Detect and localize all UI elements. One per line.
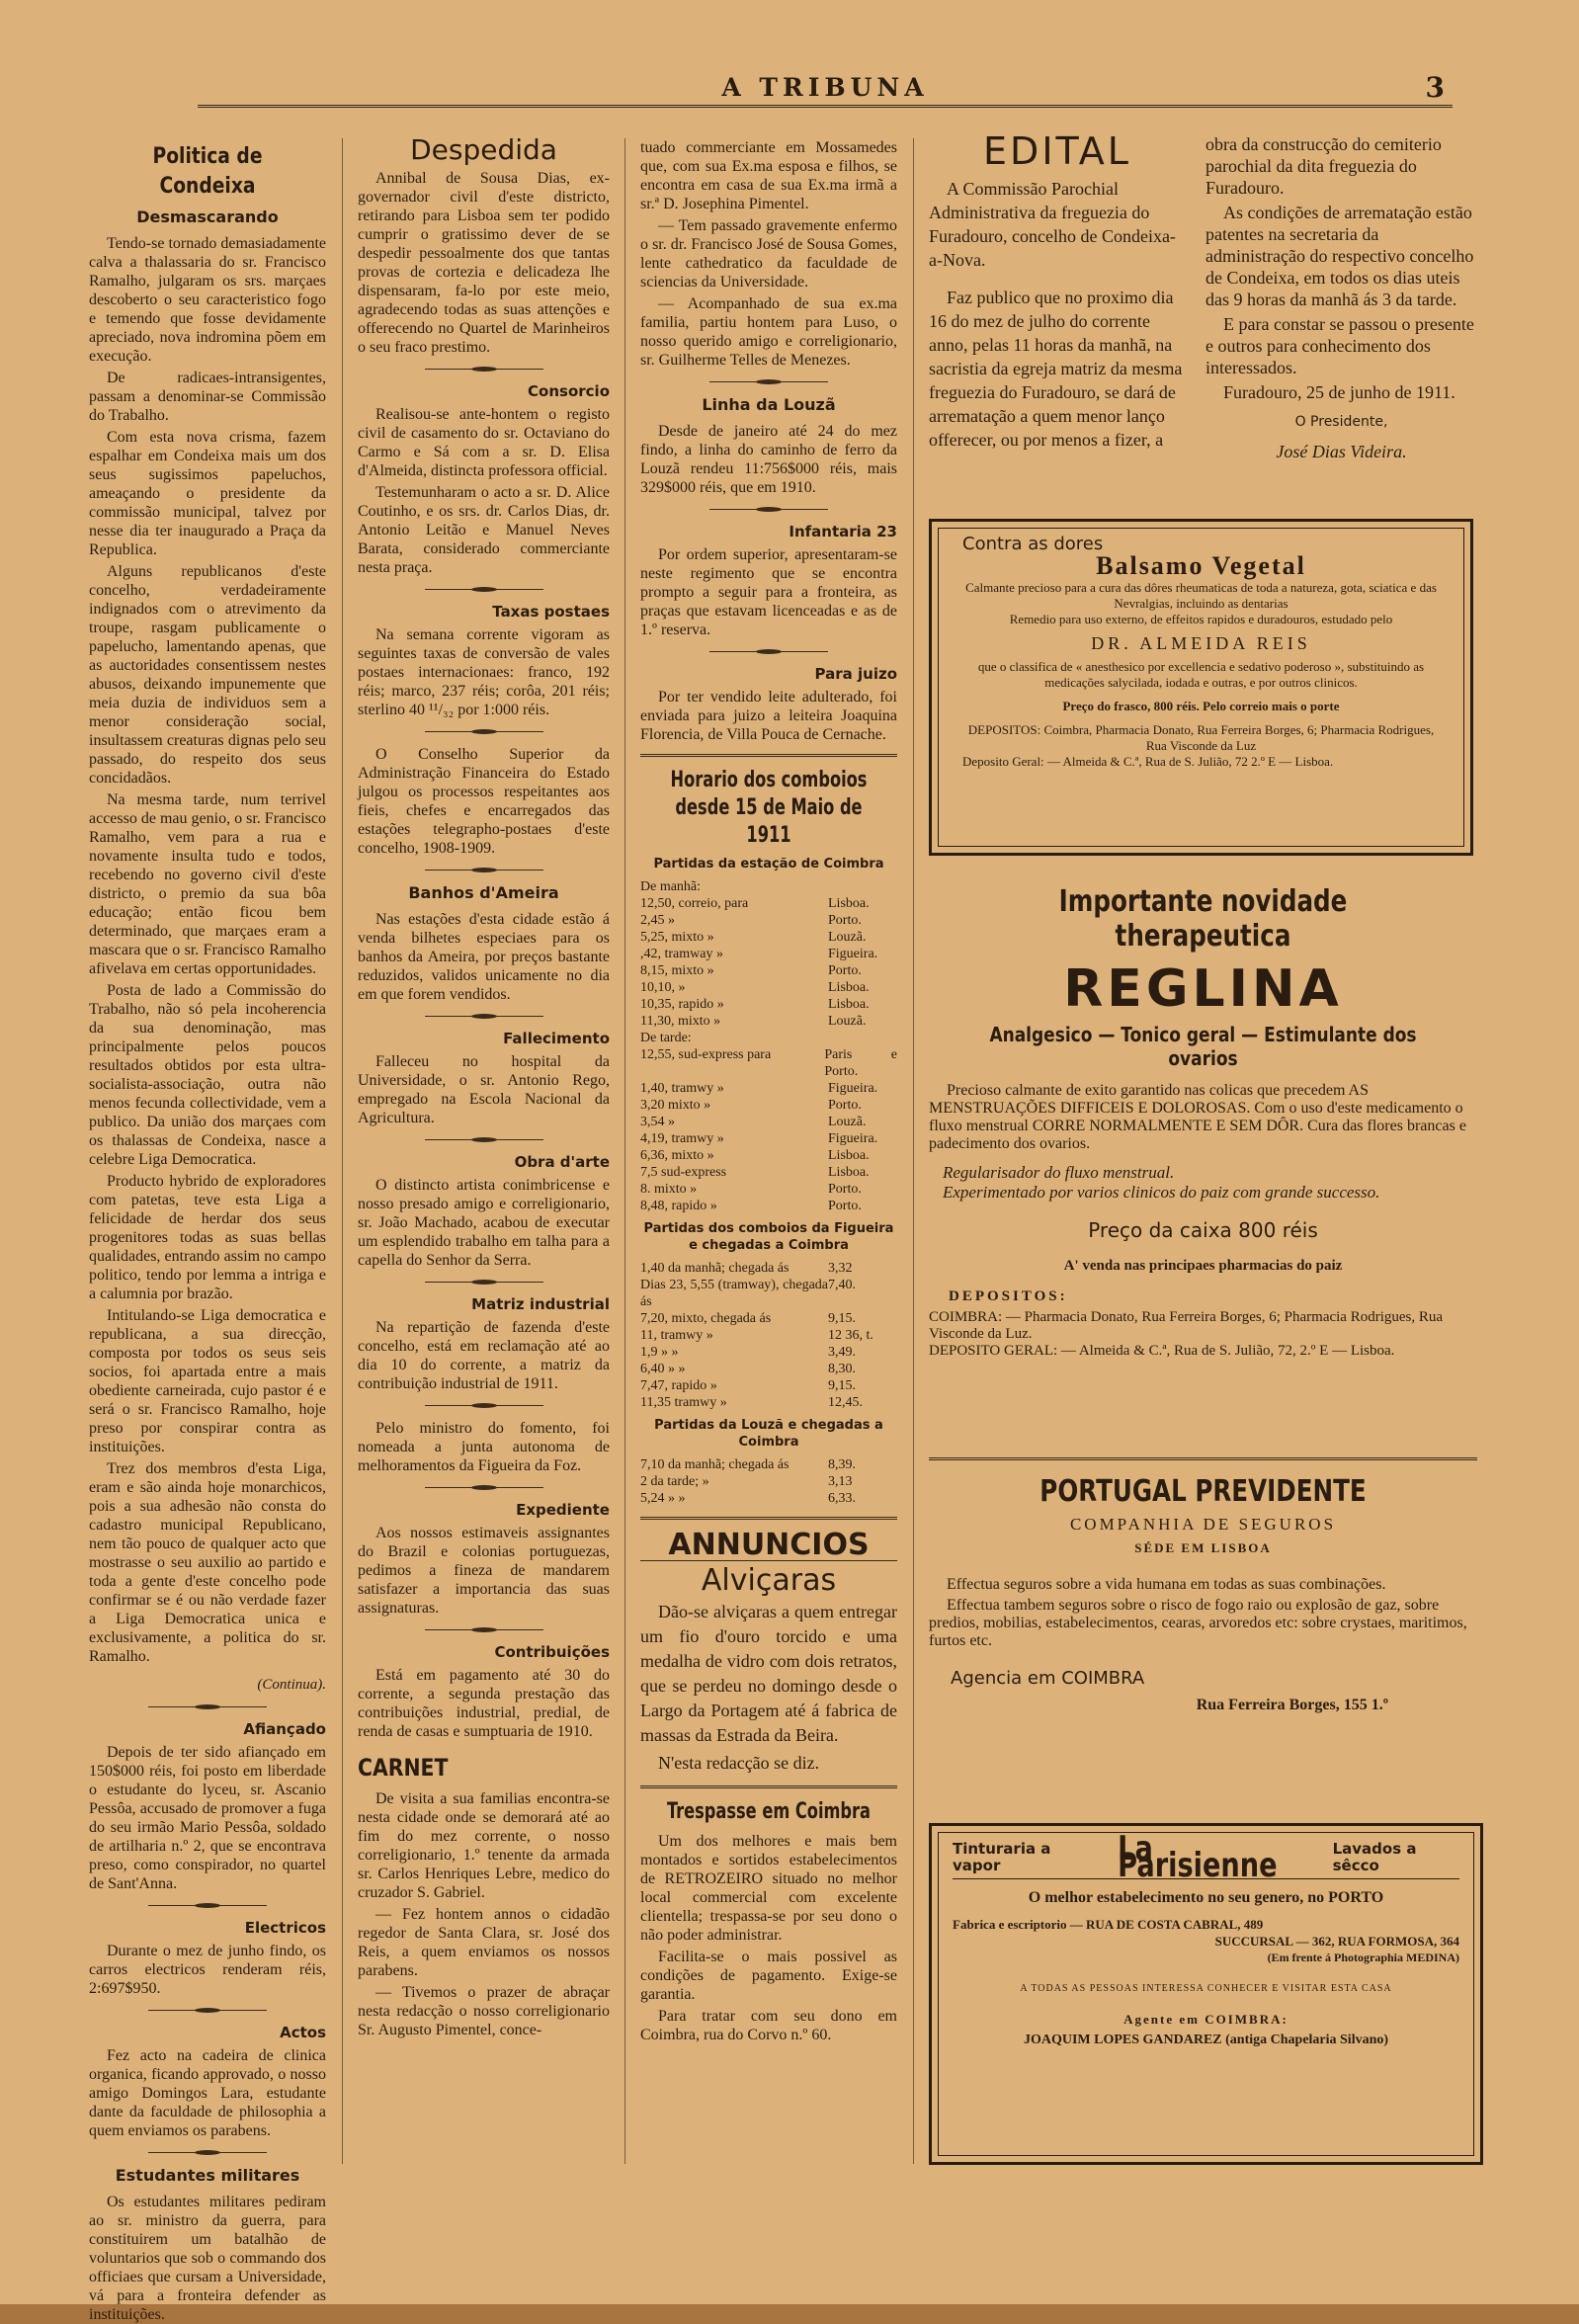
paragraph: Alguns republicanos d'este concelho, verdadeiramente indignados com o atrevimento da troupe, rasgam publicamente o papelucho, lamentando apenas, que as auctoridades consentissem nestes abusos, deixando impunemente que meia duzia de individuos sem a menor consideração social, insultassem creaturas dignas pelo seu passado, do respeito dos seus concidadãos. (89, 563, 326, 787)
ad-depositos: DEPOSITOS: Coimbra, Pharmacia Donato, Rua Ferreira Borges, 6; Pharmacia Rodrigues, Rua Visconde da Luz (967, 722, 1435, 753)
schedule-time: 10,35, rapido » (640, 997, 724, 1012)
schedule-destination: Louzã. (828, 1014, 867, 1029)
schedule-destination: 12,45. (828, 1395, 863, 1410)
paragraph: Trez dos membros d'esta Liga, eram e são ainda hoje monarchicos, pois a sua adhesão não consta do cadastro municipal Republicano, nem tão pouco de qualquer acto que mostrasse o seu auxilio ao partido e toda a gente d'este concelho pode confirmar se é ou não verdade fazer a Liga Democratica unica e exclusivamente, a politica do sr. Ramalho. (89, 1460, 326, 1665)
edital-title: EDITAL (983, 129, 1131, 173)
ad-line: A' venda nas principaes pharmacias do paiz (1063, 1258, 1343, 1274)
ad-line: (Em frente á Photographia MEDINA) (1267, 1950, 1459, 1964)
schedule-row (640, 1456, 897, 1473)
schedule-rows (640, 895, 897, 1030)
paragraph: Effectua seguros sobre a vida humana em todas as suas combinações. (947, 1576, 1386, 1593)
ad-line: A TODAS AS PESSOAS INTERESSA CONHECER E VISITAR ESTA CASA (1020, 1983, 1392, 1994)
schedule-time: 6,36, mixto » (640, 1148, 714, 1163)
paragraph: Tendo-se tornado demasiadamente calva a thalassaria do sr. Francisco Ramalho, julgaram os srs. marçaes descoberto o seu caracteristico fogo e temendo que fosse devidamente apreciado, nova indromina põem em execução. (89, 235, 326, 365)
schedule-row (640, 1310, 897, 1327)
schedule-row (640, 1327, 897, 1344)
schedule-row (640, 1147, 897, 1164)
section-title: Obra d'arte (514, 1153, 610, 1171)
double-rule (640, 754, 897, 757)
paragraph: Pelo ministro do fomento, foi nomeada a junta autonoma de melhoramentos da Figueira da Foz. (358, 1420, 610, 1474)
schedule-destination: Porto. (828, 913, 862, 928)
schedule-time: 8,15, mixto » (640, 963, 714, 978)
schedule-time: 7,10 da manhã; chegada ás (640, 1457, 790, 1472)
paragraph: Fez acto na cadeira de clinica organica, ficando approvado, o nosso amigo Domingos Lara, estudante dante da faculdade de philosophia a quem enviamos os parabens. (89, 2047, 326, 2139)
edital-signature: José Dias Videira. (1276, 442, 1407, 461)
schedule-row (640, 1080, 897, 1097)
column-1 (89, 138, 326, 2323)
schedule-row (640, 1394, 897, 1411)
schedule-destination: Lisboa. (828, 980, 870, 995)
schedule-row (640, 1114, 897, 1130)
alvicaras-title: Alviçaras (701, 1563, 837, 1598)
schedule-row (640, 1181, 897, 1198)
paragraph: Nas estações d'esta cidade estão á venda bilhetes especiaes para os banhos da Ameira, por preços bastante reduzidos, validos unicamente no dia em que forem vendidos. (358, 911, 610, 1003)
schedule-destination: Figueira. (828, 947, 878, 961)
schedule-destination: 3,49. (828, 1345, 856, 1360)
section-title: Consorcio (528, 382, 610, 400)
ad-title: La Parisienne (1118, 1829, 1278, 1885)
ad-header (953, 1829, 1459, 1885)
schedule-row (640, 895, 897, 912)
ad-line: SÉDE EM LISBOA (1134, 1540, 1272, 1555)
schedule-row (640, 1277, 897, 1310)
schedule-destination: Lisboa. (828, 1165, 870, 1180)
paragraph: Na repartição de fazenda d'este concelho, está em reclamação até ao dia 10 do corrente, a matriz da contribuição industrial de 1911. (358, 1319, 610, 1392)
paragraph: De visita a sua familias encontra-se nesta cidade onde se demorará até ao fim do mez corrente, o nosso correligionario, 1.º tenente da armada sr. Carlos Henriques Lebre, medico do cruzador S. Gabriel. (358, 1790, 610, 1901)
section-title: Actos (280, 2024, 326, 2041)
paragraph: Precioso calmante de exito garantido nas colicas que precedem AS MENSTRUAÇÕES DIFFICEIS E DOLOROSAS. Com o uso d'este medicamento o fluxo menstrual CORRE NORMALMENTE E SEM DÔR. Cura das flores brancas e padecimento dos ovarios. (929, 1082, 1466, 1152)
schedule-time: 11, tramwy » (640, 1328, 713, 1343)
newspaper-title: A TRIBUNA (721, 73, 929, 102)
paragraph: Realisou-se ante-hontem o registo civil de casamento do sr. Octaviano do Carmo e Sá com a sr. D. Elisa d'Almeida, distincta professora official. (358, 406, 610, 479)
ad-line: SUCCURSAL — 362, RUA FORMOSA, 364 (1214, 1934, 1459, 1949)
schedule-time: Dias 23, 5,55 (tramway), chegada ás (640, 1278, 828, 1309)
paragraph: As condições de arrematação estão patentes na secretaria da administração do respectivo concelho de Condeixa, em todos os dias uteis das 9 horas da manhã ás 3 da tarde. (1205, 203, 1474, 309)
schedule-row (640, 912, 897, 929)
annuncios-title: ANNUNCIOS (640, 1536, 897, 1561)
section-title: Electricos (244, 1919, 326, 1937)
paragraph: Os estudantes militares pediram ao sr. ministro da guerra, para constituirem um batalhão de voluntarios que sob o commando dos officiaes que cursam a Universidade, vá para a fronteira defender as instituições. (89, 2194, 326, 2323)
paragraph: Effectua tambem seguros sobre o risco de fogo raio ou explosão de gaz, sobre predios, mobilias, estabelecimentos, cearas, arvoredos etc: sobre crystaes, maritimos, furtos etc. (929, 1597, 1467, 1649)
section-title: Fallecimento (503, 1030, 610, 1047)
section-title: Afiançado (243, 1720, 326, 1738)
section-title: Matriz industrial (471, 1295, 610, 1313)
carnet-title: CARNET (358, 1754, 449, 1782)
schedule-destination: Lisboa. (828, 1148, 870, 1163)
paragraph: N'esta redacção se diz. (658, 1753, 820, 1773)
paragraph: Na mesma tarde, num terrivel accesso de mau genio, o sr. Francisco Ramalho, vem para a rua e novamente insulta tudo e todos, recebendo no governo civil d'este districto, o premio da sua bôa educação; então ficou bem determinado, que marçaes eram a mascara que o sr. Francisco Ramalho afivelava em certas opportunidades. (89, 791, 326, 977)
schedule-rows (640, 1260, 897, 1411)
article-title: Politica de Condeixa (152, 144, 263, 199)
paragraph: Aos nossos estimaveis assignantes do Brazil e colonias portuguezas, pedimos a fineza de mandarem satisfazer a importancia das suas assignaturas. (358, 1525, 610, 1617)
edital-date: Furadouro, 25 de junho de 1911. (1223, 382, 1455, 402)
ad-line: Regularisador do fluxo menstrual. (943, 1163, 1175, 1182)
schedule-period: De manhã: (640, 879, 702, 894)
paragraph: — Acompanhado de sua ex.ma familia, partiu hontem para Luso, o nosso querido amigo e correligionario, sr. Guilherme Telles de Menezes. (640, 295, 897, 369)
separator (425, 367, 543, 373)
separator (148, 1903, 267, 1909)
separator (425, 1485, 543, 1491)
schedule-destination: Porto. (828, 1199, 862, 1213)
schedule-destination: 9,15. (828, 1378, 856, 1393)
ad-deposito-geral: Deposito Geral: — Almeida & C.ª, Rua de S. Julião, 72 2.º E — Lisboa. (962, 754, 1334, 769)
schedule-row (640, 1473, 897, 1490)
page-number: 3 (1425, 71, 1445, 104)
la-parisienne-ad (929, 1823, 1483, 2165)
schedule-destination: 7,40. (828, 1278, 856, 1292)
schedule-destination: 8,39. (828, 1457, 856, 1472)
article-title: Despedida (410, 133, 557, 166)
la-parisienne-inner (938, 1829, 1474, 2156)
paragraph: Desde de janeiro até 24 do mez findo, a linha do caminho de ferro da Louzã rendeu 11:756$000 réis, mais 329$000 réis, que em 1910. (640, 423, 897, 496)
schedule-row (640, 1013, 897, 1030)
train-schedule (640, 767, 897, 1507)
schedule-row (640, 1046, 897, 1080)
ad-line: Rua Ferreira Borges, 155 1.º (1196, 1697, 1388, 1713)
schedule-destination: 9,15. (828, 1311, 856, 1326)
separator (425, 1280, 543, 1286)
schedule-time: 12,55, sud-express para (640, 1047, 772, 1062)
ad-line: Fabrica e escriptorio — RUA DE COSTA CABRAL, 489 (953, 1917, 1264, 1932)
schedule-destination: Lisboa. (828, 896, 870, 911)
separator (425, 868, 543, 873)
schedule-destination: Louzã. (828, 930, 867, 945)
schedule-destination: Louzã. (828, 1115, 867, 1129)
schedule-destination: 3,13 (828, 1474, 853, 1489)
schedule-time: 2 da tarde; » (640, 1474, 709, 1489)
schedule-time: 1,40 da manhã; chegada ás (640, 1261, 790, 1276)
ad-line: Agente em COIMBRA: (1123, 2012, 1288, 2027)
paragraph: Para tratar com seu dono em Coimbra, rua do Corvo n.º 60. (640, 2008, 897, 2043)
schedule-time: 11,30, mixto » (640, 1014, 721, 1029)
section-title: Para juizo (814, 665, 897, 683)
paragraph: Na semana corrente vigoram as seguintes taxas de conversão de vales postaes internacionaes: franco, 192 réis; marco, 237 réis; corôa, 201 réis; sterlino 40 ¹¹/₃₂ por 1:000 réis. (358, 626, 610, 718)
edital-right (1205, 133, 1477, 462)
separator (709, 507, 828, 513)
section-title: Linha da Louzã (702, 395, 836, 414)
schedule-row (640, 1490, 897, 1507)
paragraph: Um dos melhores e mais bem montados e sortidos estabelecimentos de RETROZEIRO situado no melhor local commercial com excelente clientella; trespassa-se por seu dono o não poder administrar. (640, 1833, 897, 1944)
ad-line: Remedio para uso externo, de effeitos rapidos e duradouros, estudado pelo (1009, 612, 1393, 626)
paragraph: Depois de ter sido afiançado em 150$000 réis, foi posto em liberdade o estudante do lyceu, sr. Ascanio Pessôa, accusado de promover a fuga do seu irmão Mario Pessôa, soldado de artilharia n.º 2, que se encontrava preso, como conspirador, no quartel de Sant'Anna. (89, 1744, 326, 1892)
edital-notice (929, 129, 1477, 489)
ad-line: Lavados a sêcco (1332, 1840, 1417, 1874)
paragraph: Intitulando-se Liga democratica e republicana, a sua direcção, composta por todos os seus seis socios, foi apartada entre a mais obediente carneirada, cujo pastor é e será o sr. Francisco Ramalho, hoje preso por conspirar contra as instituições. (89, 1307, 326, 1455)
section-title: Banhos d'Ameira (408, 883, 559, 902)
schedule-time: 3,54 » (640, 1115, 675, 1129)
ad-line: Agencia em COIMBRA (951, 1668, 1145, 1689)
paragraph: Durante o mez de junho findo, os carros electricos renderam réis, 2:697$950. (89, 1943, 326, 1997)
schedule-destination: Paris e Porto. (824, 1047, 897, 1079)
schedule-time: 8. mixto » (640, 1182, 698, 1197)
separator (425, 1137, 543, 1143)
schedule-row (640, 946, 897, 962)
ad-price: Preço do frasco, 800 réis. Pelo correio mais o porte (1062, 699, 1340, 713)
schedule-time: 7,47, rapido » (640, 1378, 717, 1393)
schedule-period: De tarde: (640, 1031, 692, 1045)
schedule-destination: 8,30. (828, 1362, 856, 1376)
schedule-row (640, 1377, 897, 1394)
ad-line: Contra as dores (962, 534, 1104, 554)
double-rule (640, 1517, 897, 1520)
schedule-time: 6,40 » » (640, 1362, 686, 1376)
ad-line: COIMBRA: — Pharmacia Donato, Rua Ferreira Borges, 6; Pharmacia Rodrigues, Rua Visconde da Luz. (929, 1309, 1444, 1342)
schedule-row (640, 1198, 897, 1214)
schedule-destination: Porto. (828, 1182, 862, 1197)
ad-line: Calmante precioso para a cura das dôres rheumaticas de toda a natureza, gota, sciatica e das Nevralgias, incluindo as dentarias (965, 580, 1437, 611)
schedule-rows (640, 1456, 897, 1507)
schedule-destination: 3,32 (828, 1261, 853, 1276)
schedule-title: Horario dos comboios desde 15 de Maio de 1911 (670, 768, 868, 848)
separator (425, 587, 543, 593)
schedule-subtitle: Partidas da Louzã e chegadas a Coimbra (654, 1418, 883, 1450)
schedule-time: 5,25, mixto » (640, 930, 714, 945)
schedule-time: 1,9 » » (640, 1345, 679, 1360)
schedule-row (640, 1260, 897, 1277)
right-section (929, 129, 1477, 2169)
column-2 (358, 133, 610, 2164)
schedule-time: 7,5 sud-express (640, 1165, 727, 1180)
paragraph: Está em pagamento até 30 do corrente, a segunda prestação das contribuições industrial, predial, de renda de casas e sumptuaria de 1910. (358, 1667, 610, 1740)
schedule-subtitle: Partidas dos comboios da Figueira e chegadas a Coimbra (643, 1221, 894, 1253)
schedule-row (640, 929, 897, 946)
paragraph: — Fez hontem annos o cidadão regedor de Santa Clara, sr. José dos Reis, a quem enviamos os nossos parabens. (358, 1906, 610, 1979)
ad-line: Tinturaria a vapor (953, 1840, 1051, 1874)
schedule-row (640, 1130, 897, 1147)
schedule-destination: Lisboa. (828, 997, 870, 1012)
paragraph: Com esta nova crisma, fazem espalhar em Condeixa mais um dos seus sugissimos papeluchos, ameaçando o presidente da commissão municipal, talvez por nesse dia ter inaugurado a Praça da Republica. (89, 429, 326, 558)
double-rule (640, 1785, 897, 1788)
section-title: Contribuições (494, 1643, 610, 1661)
separator (709, 649, 828, 655)
paragraph: — Tivemos o prazer de abraçar nesta redacção o nosso correligionario Sr. Augusto Pimentel, conce- (358, 1984, 610, 2038)
schedule-time: 2,45 » (640, 913, 675, 928)
paragraph: A Commissão Parochial Administrativa da freguezia do Furadouro, concelho de Condeixa-a-Nova. (929, 179, 1176, 270)
separator (148, 1704, 267, 1710)
paragraph: O Conselho Superior da Administração Financeira do Estado julgou os processos respeitantes aos fieis, chefes e encarregados das estações telegrapho-postaes d'este concelho, 1908-1909. (358, 746, 610, 857)
schedule-row (640, 1097, 897, 1114)
column-3 (640, 138, 897, 2164)
schedule-row (640, 962, 897, 979)
paragraph: De radicaes-intransigentes, passam a denominar-se Commissão do Trabalho. (89, 370, 326, 424)
reglina-ad (929, 884, 1477, 1360)
paragraph: — Tem passado gravemente enfermo o sr. dr. Francisco José de Sousa Gomes, lente cathedratico da faculdade de sciencias da Universidade. (640, 217, 897, 290)
article-subtitle: Desmascarando (136, 208, 279, 226)
schedule-time: 11,35 tramwy » (640, 1395, 727, 1410)
ad-line: Analgesico — Tonico geral — Estimulante dos ovarios (989, 1023, 1417, 1070)
paragraph: Dão-se alviçaras a quem entregar um fio d'ouro torcido e uma medalha de vidro com dois retratos, que se perdeu no domingo desde o Largo da Portagem até á fabrica de massas da Estrada da Beira. (640, 1602, 897, 1745)
separator (148, 2150, 267, 2156)
ad-line: COMPANHIA DE SEGUROS (1069, 1515, 1337, 1534)
paragraph: Testemunharam o acto a sr. D. Alice Coutinho, e os srs. dr. Carlos Dias, dr. Antonio Leitão e Manuel Neves Barata, considerado commerciante nesta praça. (358, 484, 610, 576)
schedule-subtitle: Partidas da estação de Coimbra (653, 857, 884, 872)
schedule-time: 10,10, » (640, 980, 686, 995)
paragraph: Faz publico que no proximo dia 16 do mez de julho do corrente anno, pelas 11 horas da manhã, na sacristia da egreja matriz da mesma freguezia do Furadouro, se dará de arrematação a quem menor lanço offerecer, ou por menos a fizer, a (929, 288, 1183, 450)
schedule-row (640, 1361, 897, 1377)
continua-note: (Continua). (257, 1677, 326, 1693)
schedule-row (640, 979, 897, 996)
edital-left (929, 129, 1186, 455)
schedule-time: 5,24 » » (640, 1491, 686, 1506)
section-title: Expediente (516, 1501, 610, 1519)
section-title: Infantaria 23 (789, 523, 897, 540)
ad-line: DEPOSITOS: (949, 1288, 1068, 1304)
column-rule (342, 138, 343, 2164)
schedule-time: 1,40, tramwy » (640, 1081, 724, 1096)
separator (709, 379, 828, 385)
ad-line: JOAQUIM LOPES GANDAREZ (antiga Chapelaria Silvano) (1023, 2033, 1389, 2047)
separator (425, 1403, 543, 1409)
schedule-rows (640, 1046, 897, 1214)
schedule-time: 4,19, tramwy » (640, 1131, 724, 1146)
ad-line: Importante novidade therapeutica (1058, 884, 1348, 954)
ad-title: REGLINA (1063, 959, 1343, 1019)
section-title: Estudantes militares (115, 2166, 300, 2185)
separator (425, 1627, 543, 1633)
paragraph: tuado commerciante em Mossamedes que, com sua Ex.ma esposa e filhos, se encontra em casa de sua Ex.ma irmã a sr.ª D. Josephina Pimentel. (640, 139, 897, 212)
paragraph: Producto hybrido de exploradores com patetas, teve esta Liga a felicidade de herdar dos seus progenitores todas as suas bellas qualidades, entrando assim no campo politico, tendo por lemma a intriga e a calumnia por brazão. (89, 1173, 326, 1302)
page-header (198, 71, 1453, 108)
schedule-destination: Porto. (828, 1098, 862, 1113)
trespasse-title: Trespasse em Coimbra (667, 1799, 871, 1824)
ad-line: DEPOSITO GERAL: — Almeida & C.ª, Rua de S. Julião, 72, 2.º E — Lisboa. (929, 1343, 1395, 1359)
paragraph: Annibal de Sousa Dias, ex-governador civil d'este districto, retirando para Lisboa sem ter podido cumprir o gratissimo dever de se despedir pessoalmente dos que tantas provas de cortezia e delicadeza lhe dispensaram, fa-lo por este meio, agradecendo todas as suas attenções e offerecendo no Quartel de Marinheiros o seu fraco prestimo. (358, 170, 610, 356)
balsamo-inner (938, 528, 1464, 847)
separator (425, 1014, 543, 1020)
section-title: Taxas postaes (492, 603, 610, 621)
paragraph: Por ordem superior, apresentaram-se neste regimento que se encontra prompto a seguir para a fronteira, as praças que estavam licenceadas e as de 1.º reserva. (640, 546, 897, 638)
schedule-row (640, 1164, 897, 1181)
paragraph: Facilita-se o mais possivel as condições de pagamento. Exige-se garantia. (640, 1949, 897, 2003)
ad-price: Preço da caixa 800 réis (1088, 1218, 1318, 1242)
schedule-destination: Figueira. (828, 1131, 878, 1146)
paragraph: E para constar se passou o presente e outros para conhecimento dos interessados. (1205, 314, 1474, 377)
paragraph: obra da construcção do cemiterio parochial da dita freguezia do Furadouro. (1205, 134, 1442, 198)
schedule-destination: 12 36, t. (828, 1328, 873, 1343)
edital-role: O Presidente, (1294, 414, 1388, 430)
column-rule (913, 138, 914, 2164)
paragraph: Por ter vendido leite adulterado, foi enviada para juizo a leiteira Joaquina Florencia, de Villa Pouca de Cernache. (640, 689, 897, 743)
schedule-row (640, 996, 897, 1013)
schedule-time: ,42, tramway » (640, 947, 723, 961)
schedule-destination: 6,33. (828, 1491, 856, 1506)
paragraph: Falleceu no hospital da Universidade, o sr. Antonio Rego, empregado na Escola Nacional da Agricultura. (358, 1053, 610, 1126)
ad-title: Balsamo Vegetal (1096, 551, 1306, 580)
schedule-time: 12,50, correio, para (640, 896, 749, 911)
schedule-time: 8,48, rapido » (640, 1199, 717, 1213)
paragraph: O distincto artista conimbricense e nosso presado amigo e correligionario, sr. João Machado, acabou de executar um esplendido trabalho em talha para a capella do Senhor da Serra. (358, 1177, 610, 1269)
column-rule (624, 138, 625, 2164)
schedule-destination: Figueira. (828, 1081, 878, 1096)
ad-doctor: DR. ALMEIDA REIS (1091, 633, 1311, 653)
separator (148, 2008, 267, 2014)
schedule-destination: Porto. (828, 963, 862, 978)
paragraph: Posta de lado a Commissão do Trabalho, não só pela incoherencia da sua denominação, mas principalmente pelos poucos resultados obtidos por esta ultra-socialista-associação, outra não menos fecunda collectividade, vem a publico. Da união dos marçaes com os thalassas de Condeixa, nasce a celebre Liga Democratica. (89, 982, 326, 1168)
ad-line: O melhor estabelecimento no seu genero, no PORTO (1028, 1889, 1384, 1906)
ad-line: Experimentado por varios clinicos do paiz com grande successo. (943, 1183, 1380, 1202)
schedule-time: 7,20, mixto, chegada ás (640, 1311, 772, 1326)
schedule-row (640, 1344, 897, 1361)
balsamo-ad (929, 519, 1473, 856)
ad-title: PORTUGAL PREVIDENTE (1039, 1474, 1367, 1509)
portugal-previdente-ad (929, 1457, 1477, 1714)
separator (425, 729, 543, 735)
schedule-time: 3,20 mixto » (640, 1098, 711, 1113)
ad-line: que o classifica de « anesthesico por excellencia e sedativo poderoso », substituindo as medicações salycilada, iodada e outras, e por outros clinicos. (977, 659, 1425, 690)
